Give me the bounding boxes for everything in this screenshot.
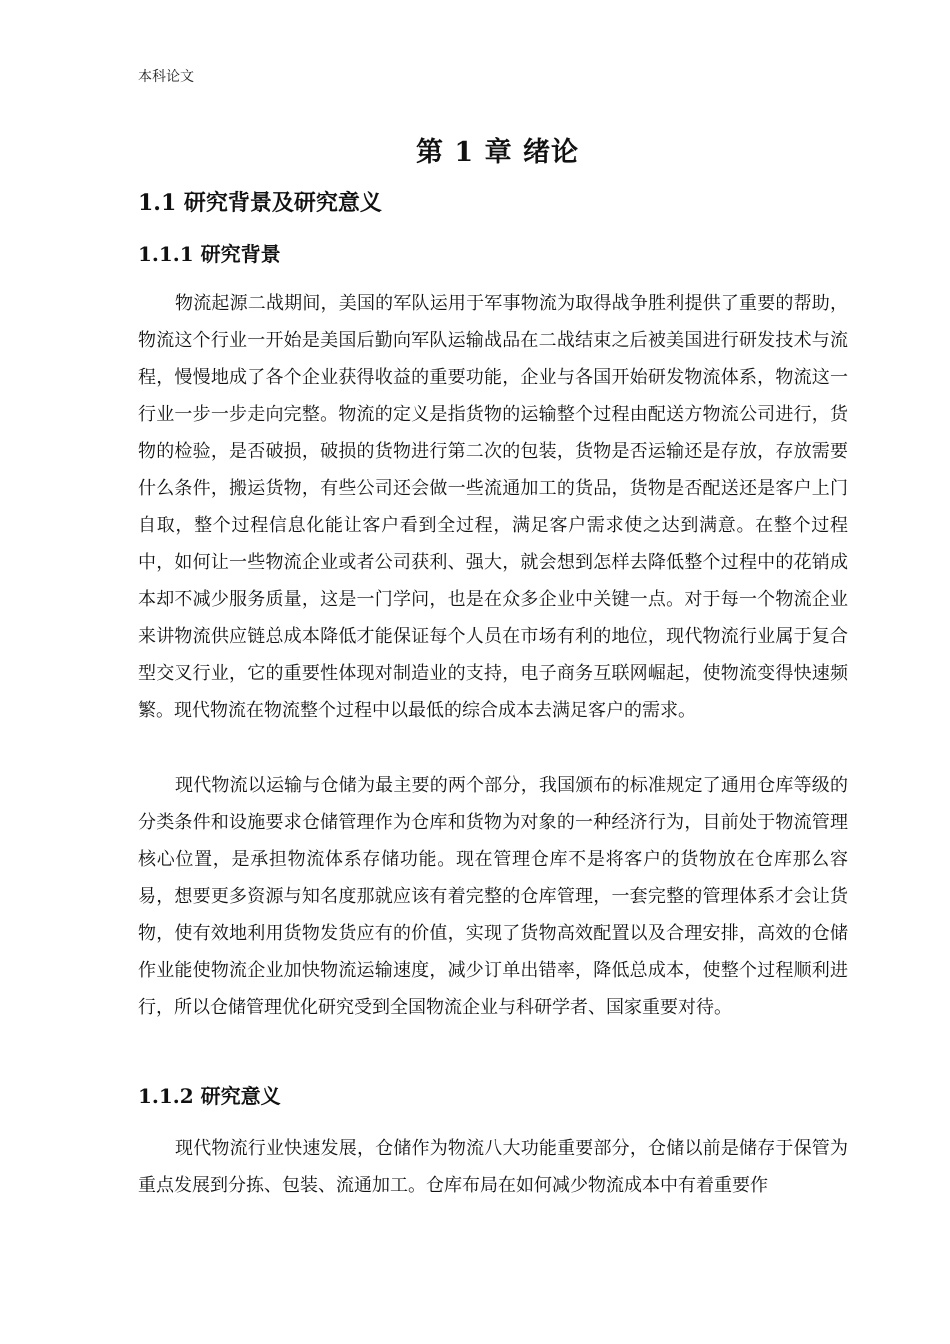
section-heading: 1.1 研究背景及研究意义 — [138, 190, 382, 216]
running-header: 本科论文 — [138, 69, 194, 85]
subsection-heading-background: 1.1.1 研究背景 — [138, 242, 281, 266]
subsection-heading-significance: 1.1.2 研究意义 — [138, 1084, 281, 1108]
body-paragraph: 物流起源二战期间，美国的军队运用于军事物流为取得战争胜利提供了重要的帮助，物流这个行业一开始是美国后勤向军队运输战品在二战结束之后被美国进行研发技术与流程，慢慢地成了各个企业获得收益的重要功能，企业与各国开始研发物流体系，物流这一行业一步一步走向完整。物流的定义是指货物的运输整个过程由配送方物流公司进行，货物的检验，是否破损，破损的货物进行第二次的包装，货物是否运输还是存放，存放需要什么条件，搬运货物，有些公司还会做一些流通加工的货品，货物是否配送还是客户上门自取，整个过程信息化能让客户看到全过程，满足客户需求使之达到满意。在整个过程中，如何让一些物流企业或者公司获利、强大，就会想到怎样去降低整个过程中的花销成本却不减少服务质量，这是一门学问，也是在众多企业中关键一点。对于每一个物流企业来讲物流供应链总成本降低才能保证每个人员在市场有利的地位，现代物流行业属于复合型交叉行业，它的重要性体现对制造业的支持，电子商务互联网崛起，使物流变得快速频繁。现代物流在物流整个过程中以最低的综合成本去满足客户的需求。 — [138, 293, 848, 721]
chapter-title: 第 1 章 绪论 — [416, 137, 579, 168]
body-paragraph: 现代物流行业快速发展，仓储作为物流八大功能重要部分，仓储以前是储存于保管为重点发展到分拣、包装、流通加工。仓库布局在如何减少物流成本中有着重要作 — [138, 1138, 848, 1196]
body-paragraph: 现代物流以运输与仓储为最主要的两个部分，我国颁布的标准规定了通用仓库等级的分类条件和设施要求仓储管理作为仓库和货物为对象的一种经济行为，目前处于物流管理核心位置，是承担物流体系存储功能。现在管理仓库不是将客户的货物放在仓库那么容易，想要更多资源与知名度那就应该有着完整的仓库管理，一套完整的管理体系才会让货物，使有效地利用货物发货应有的价值，实现了货物高效配置以及合理安排，高效的仓储作业能使物流企业加快物流运输速度，减少订单出错率，降低总成本，使整个过程顺利进行，所以仓储管理优化研究受到全国物流企业与科研学者、国家重要对待。 — [138, 775, 848, 1018]
